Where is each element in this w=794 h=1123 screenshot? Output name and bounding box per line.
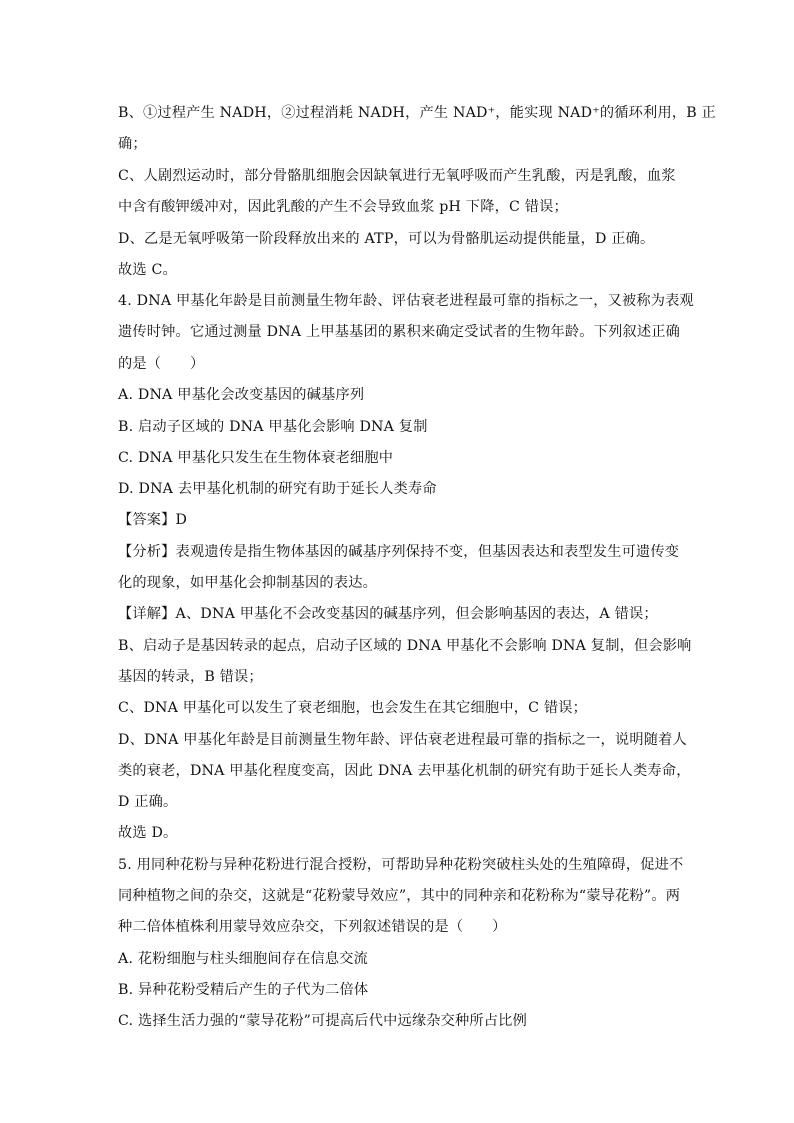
text-line: 中含有酸钾缓冲对，因此乳酸的产生不会导致血浆 pH 下降，C 错误； <box>118 199 568 215</box>
text-line: 确； <box>118 136 147 152</box>
explanation-line: D 正确。 <box>118 794 178 810</box>
option-c: C. DNA 甲基化只发生在生物体衰老细胞中 <box>118 450 394 466</box>
explanation-line: C、DNA 甲基化可以发生了衰老细胞，也会发生在其它细胞中，C 错误； <box>118 700 588 716</box>
option-a: A. 花粉细胞与柱头细胞间存在信息交流 <box>118 951 369 967</box>
conclusion-line: 故选 D。 <box>118 825 178 841</box>
explanation-line: B、启动子是基因转录的起点，启动子区域的 DNA 甲基化不会影响 DNA 复制，但会影响 <box>118 638 692 654</box>
answer-line: 【答案】D <box>118 512 188 528</box>
option-d: D. DNA 去甲基化机制的研究有助于延长人类寿命 <box>118 481 437 497</box>
question-5-stem: 种二倍体植株利用蒙导效应杂交，下列叙述错误的是（ ） <box>118 919 507 935</box>
explanation-line: 基因的转录，B 错误； <box>118 669 263 685</box>
text-line: B、①过程产生 NADH，②过程消耗 NADH，产生 NAD⁺，能实现 NAD⁺的循环利用，B 正 <box>118 105 716 121</box>
question-4-stem: 4. DNA 甲基化年龄是目前测量生物年龄、评估衰老进程最可靠的指标之一，又被称为表观 <box>118 293 694 309</box>
analysis-line: 【分析】表观遗传是指生物体基因的碱基序列保持不变，但基因表达和表型发生可遗传变 <box>118 544 680 560</box>
text-line: D、乙是无氧呼吸第一阶段释放出来的 ATP，可以为骨骼肌运动提供能量，D 正确。 <box>118 231 655 247</box>
explanation-line: D、DNA 甲基化年龄是目前测量生物年龄、评估衰老进程最可靠的指标之一，说明随着人 <box>118 732 687 748</box>
option-a: A. DNA 甲基化会改变基因的碱基序列 <box>118 387 365 403</box>
question-5-stem: 5. 用同种花粉与异种花粉进行混合授粉，可帮助异种花粉突破柱头处的生殖障碍，促进不 <box>118 857 684 873</box>
text-line: 故选 C。 <box>118 262 177 278</box>
question-4-stem: 的是（ ） <box>118 356 205 372</box>
text-line: C、人剧烈运动时，部分骨骼肌细胞会因缺氧进行无氧呼吸而产生乳酸，丙是乳酸，血浆 <box>118 168 676 184</box>
option-c: C. 选择生活力强的“蒙导花粉”可提高后代中远缘杂交种所占比例 <box>118 1013 527 1029</box>
explanation-line: 【详解】A、DNA 甲基化不会改变基因的碱基序列，但会影响基因的表达，A 错误； <box>118 606 658 622</box>
analysis-line: 化的现象，如甲基化会抑制基因的表达。 <box>118 575 377 591</box>
option-b: B. 异种花粉受精后产生的子代为二倍体 <box>118 982 369 998</box>
option-b: B. 启动子区域的 DNA 甲基化会影响 DNA 复制 <box>118 419 428 435</box>
question-4-stem: 遗传时钟。它通过测量 DNA 上甲基基团的累积来确定受试者的生物年龄。下列叙述正确 <box>118 324 681 340</box>
explanation-line: 类的衰老，DNA 甲基化程度变高，因此 DNA 去甲基化机制的研究有助于延长人类寿命， <box>118 763 691 779</box>
question-5-stem: 同种植物之间的杂交，这就是“花粉蒙导效应”，其中的同种亲和花粉称为“蒙导花粉”。两 <box>118 888 681 904</box>
